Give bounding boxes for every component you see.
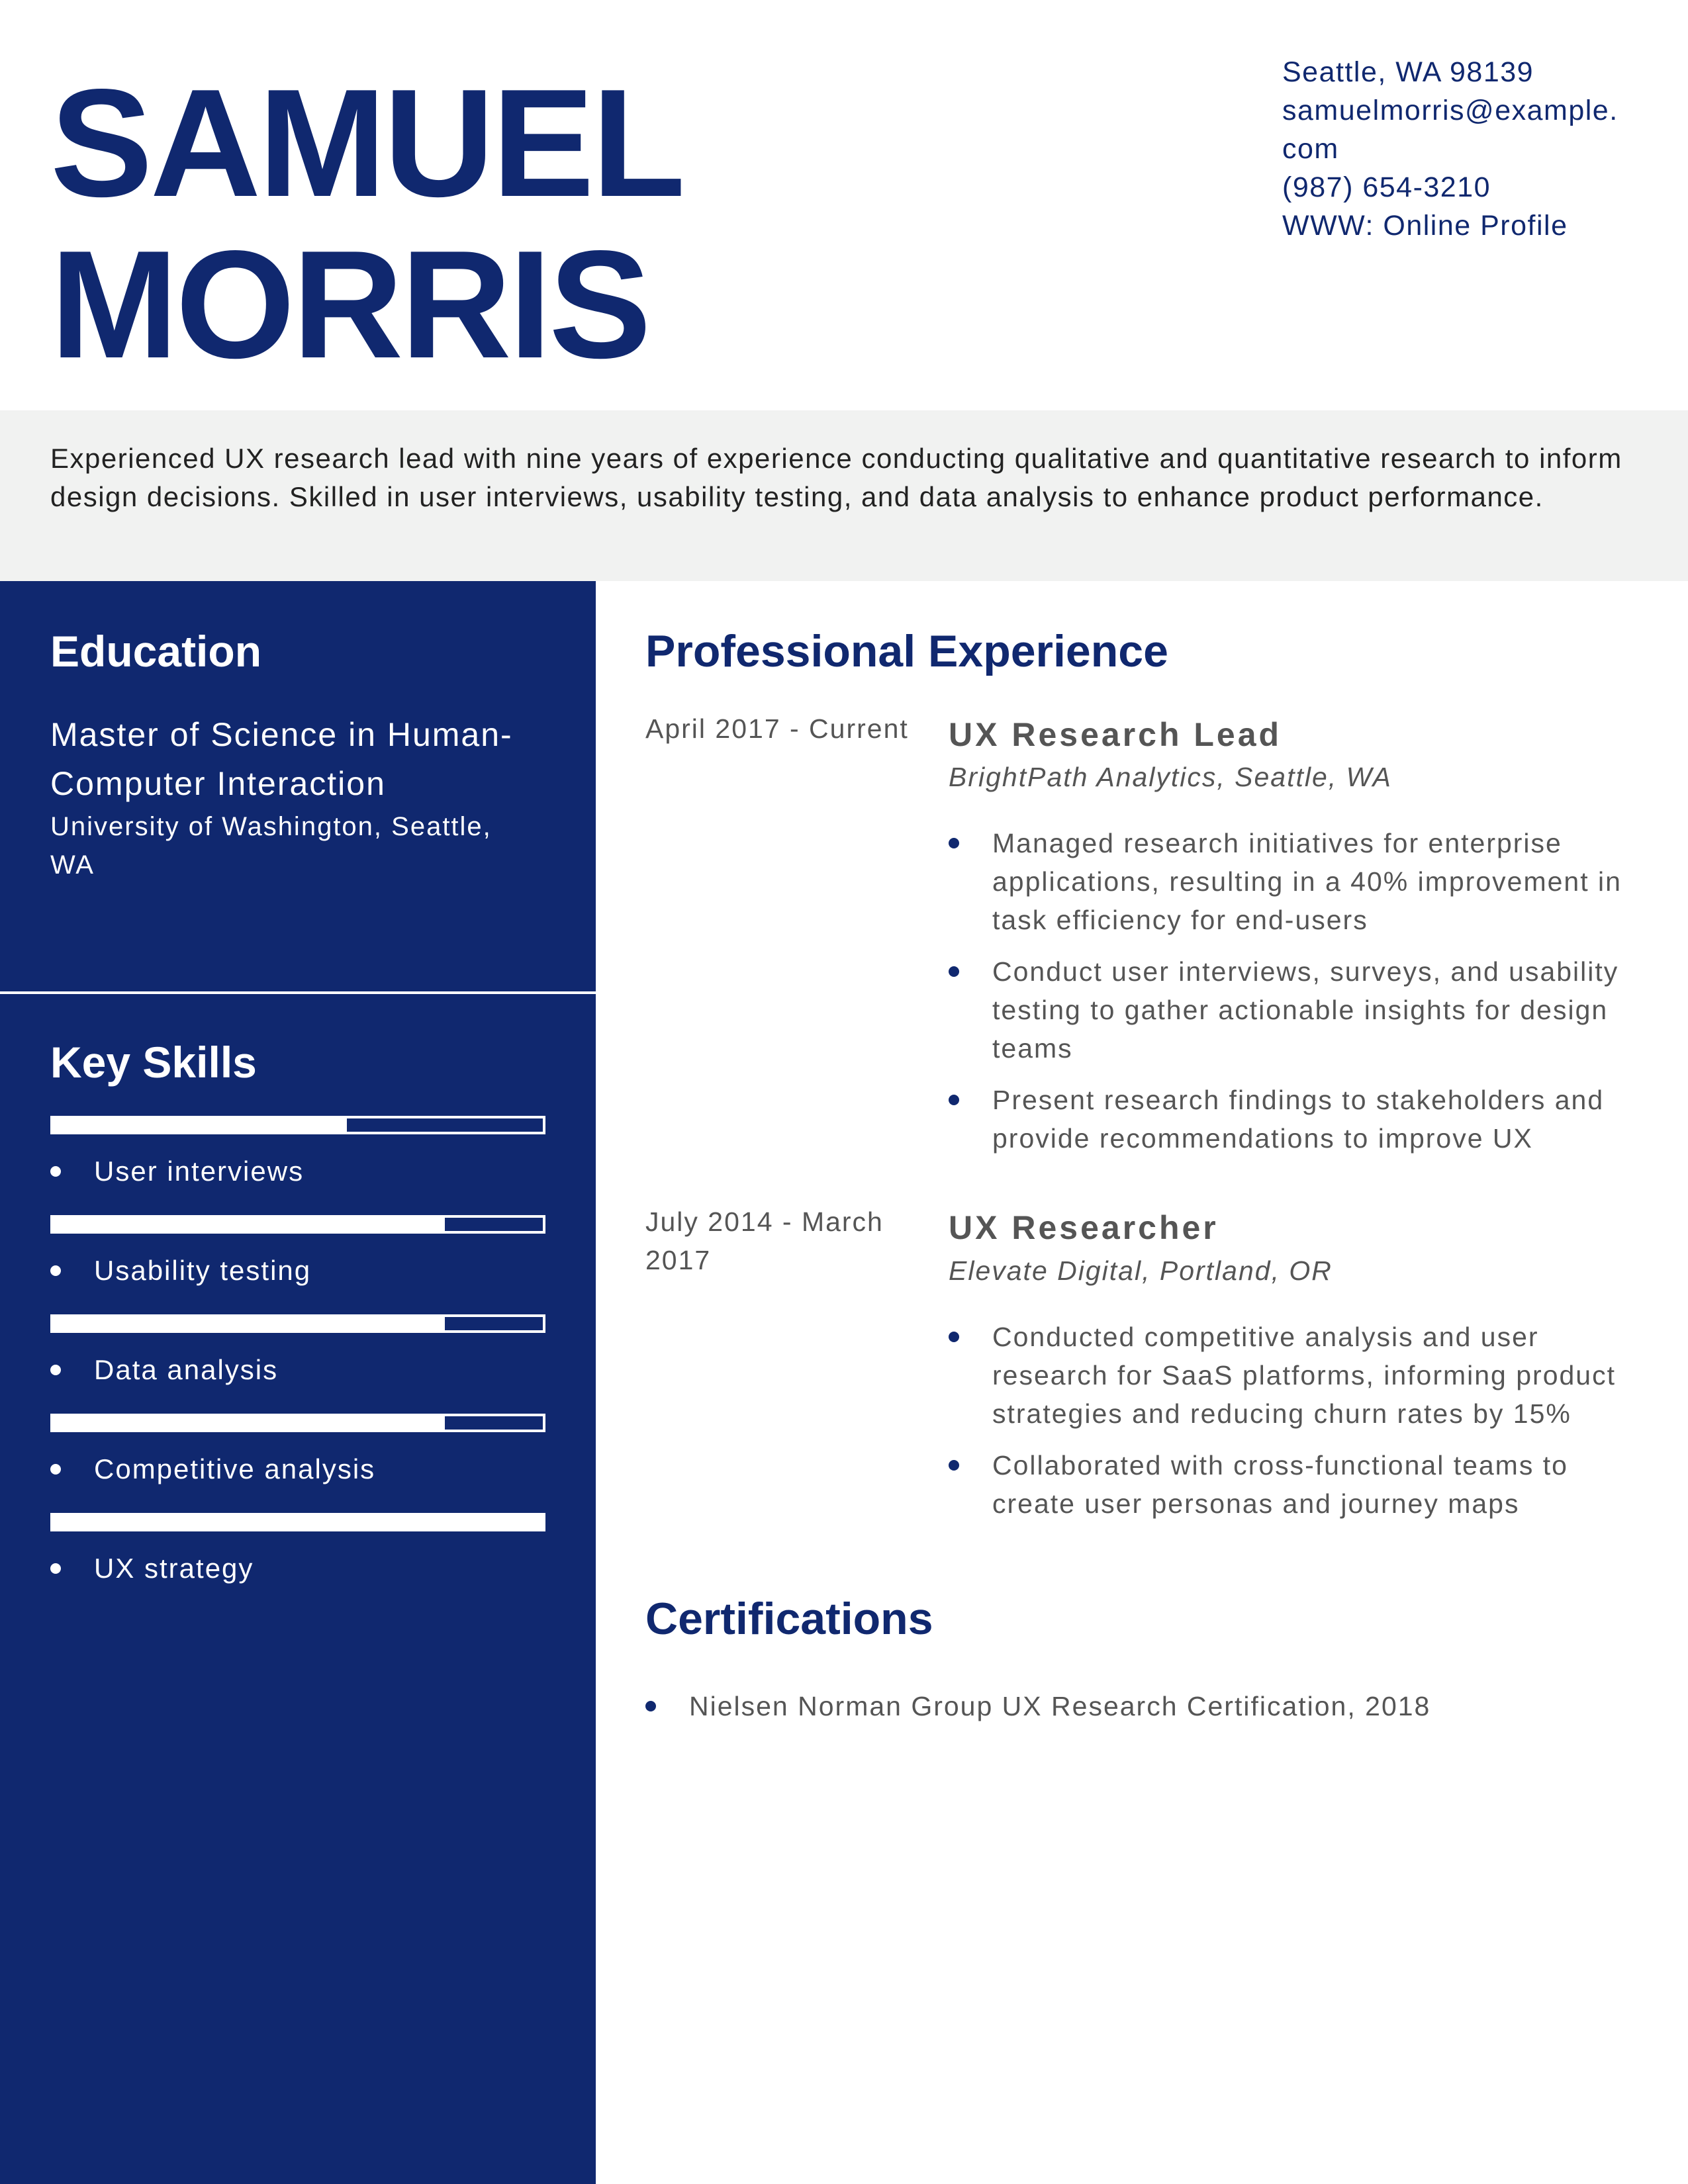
skill-level-fill bbox=[53, 1516, 543, 1529]
skill-level-bar bbox=[50, 1414, 545, 1432]
job-title: UX Researcher bbox=[949, 1209, 1219, 1246]
bullet-icon bbox=[50, 1464, 61, 1475]
contact-address: Seattle, WA 98139 bbox=[1282, 56, 1534, 88]
skill-level-fill bbox=[53, 1218, 445, 1231]
bullet-icon bbox=[50, 1563, 61, 1574]
skill-item bbox=[50, 1350, 553, 1390]
skill-item bbox=[50, 1449, 553, 1489]
skill-label: User interviews bbox=[94, 1156, 305, 1187]
bullet-icon bbox=[50, 1265, 61, 1276]
education-school: University of Washington, Seattle, WA bbox=[50, 812, 492, 880]
skill-item bbox=[50, 1152, 553, 1191]
job-bullet bbox=[949, 1318, 1640, 1433]
skill-level-fill bbox=[53, 1317, 445, 1330]
bullet-icon bbox=[949, 838, 959, 848]
skill-item bbox=[50, 1251, 553, 1291]
skill-level-fill bbox=[53, 1416, 445, 1430]
bullet-icon bbox=[645, 1701, 656, 1711]
bullet-icon bbox=[50, 1166, 61, 1177]
job-bullet-text: Present research findings to stakeholders and provide recommendations to improve UX bbox=[992, 1085, 1605, 1154]
certifications-heading: Certifications bbox=[645, 1594, 933, 1644]
skill-label: Usability testing bbox=[94, 1255, 312, 1286]
skill-level-bar bbox=[50, 1215, 545, 1234]
professional-summary: Experienced UX research lead with nine years of experience conducting qualitative and quantitative research to inform design decisions. Skilled in user interviews, usability testing, and data analysis to enhance product performance. bbox=[50, 443, 1622, 512]
job-bullet-text: Managed research initiatives for enterprise applications, resulting in a 40% improvement in task efficiency for end-users bbox=[992, 828, 1622, 935]
contact-phone: (987) 654-3210 bbox=[1282, 171, 1491, 203]
education-heading: Education bbox=[50, 627, 262, 676]
contact-website-link[interactable]: WWW: Online Profile bbox=[1282, 210, 1568, 242]
job-company: BrightPath Analytics, Seattle, WA bbox=[949, 762, 1392, 792]
certification-label: Nielsen Norman Group UX Research Certification, 2018 bbox=[689, 1691, 1431, 1721]
bullet-icon bbox=[949, 1332, 959, 1342]
job-title: UX Research Lead bbox=[949, 716, 1282, 753]
sidebar-divider bbox=[0, 991, 596, 994]
contact-email-line2: com bbox=[1282, 133, 1339, 165]
skill-level-bar bbox=[50, 1314, 545, 1333]
job-dates: April 2017 - Current bbox=[645, 713, 909, 744]
last-name: MORRIS bbox=[50, 219, 649, 390]
job-company: Elevate Digital, Portland, OR bbox=[949, 1255, 1333, 1286]
contact-email[interactable] bbox=[1282, 91, 1653, 168]
skill-level-bar bbox=[50, 1116, 545, 1134]
key-skills-heading: Key Skills bbox=[50, 1038, 257, 1087]
job-bullet bbox=[949, 824, 1640, 939]
bullet-icon bbox=[949, 966, 959, 977]
skill-label: UX strategy bbox=[94, 1553, 254, 1584]
skill-item bbox=[50, 1549, 553, 1588]
skill-label: Competitive analysis bbox=[94, 1453, 376, 1484]
job-bullet-text: Conducted competitive analysis and user research for SaaS platforms, informing product strategies and reducing churn rates by 15% bbox=[992, 1322, 1616, 1429]
job-bullet bbox=[949, 1081, 1640, 1158]
job-bullet-text: Conduct user interviews, surveys, and usability testing to gather actionable insights for design teams bbox=[992, 956, 1619, 1064]
candidate-name bbox=[50, 58, 683, 390]
job-bullet bbox=[949, 952, 1640, 1068]
job-dates: July 2014 - March 2017 bbox=[645, 1206, 884, 1275]
bullet-icon bbox=[949, 1460, 959, 1471]
job-bullet bbox=[949, 1446, 1640, 1523]
job-bullet-text: Collaborated with cross-functional teams to create user personas and journey maps bbox=[992, 1450, 1568, 1519]
skill-label: Data analysis bbox=[94, 1354, 279, 1385]
education-degree: Master of Science in Human-Computer Interaction bbox=[50, 716, 513, 802]
skill-level-bar bbox=[50, 1513, 545, 1531]
job-bullets bbox=[949, 824, 1640, 1171]
first-name: SAMUEL bbox=[50, 58, 683, 229]
bullet-icon bbox=[949, 1095, 959, 1105]
skill-level-fill bbox=[53, 1118, 347, 1132]
bullet-icon bbox=[50, 1365, 61, 1375]
contact-email-line1: samuelmorris@example. bbox=[1282, 95, 1618, 126]
contact-block bbox=[1282, 53, 1653, 245]
experience-heading: Professional Experience bbox=[645, 626, 1168, 676]
job-bullets bbox=[949, 1318, 1640, 1536]
